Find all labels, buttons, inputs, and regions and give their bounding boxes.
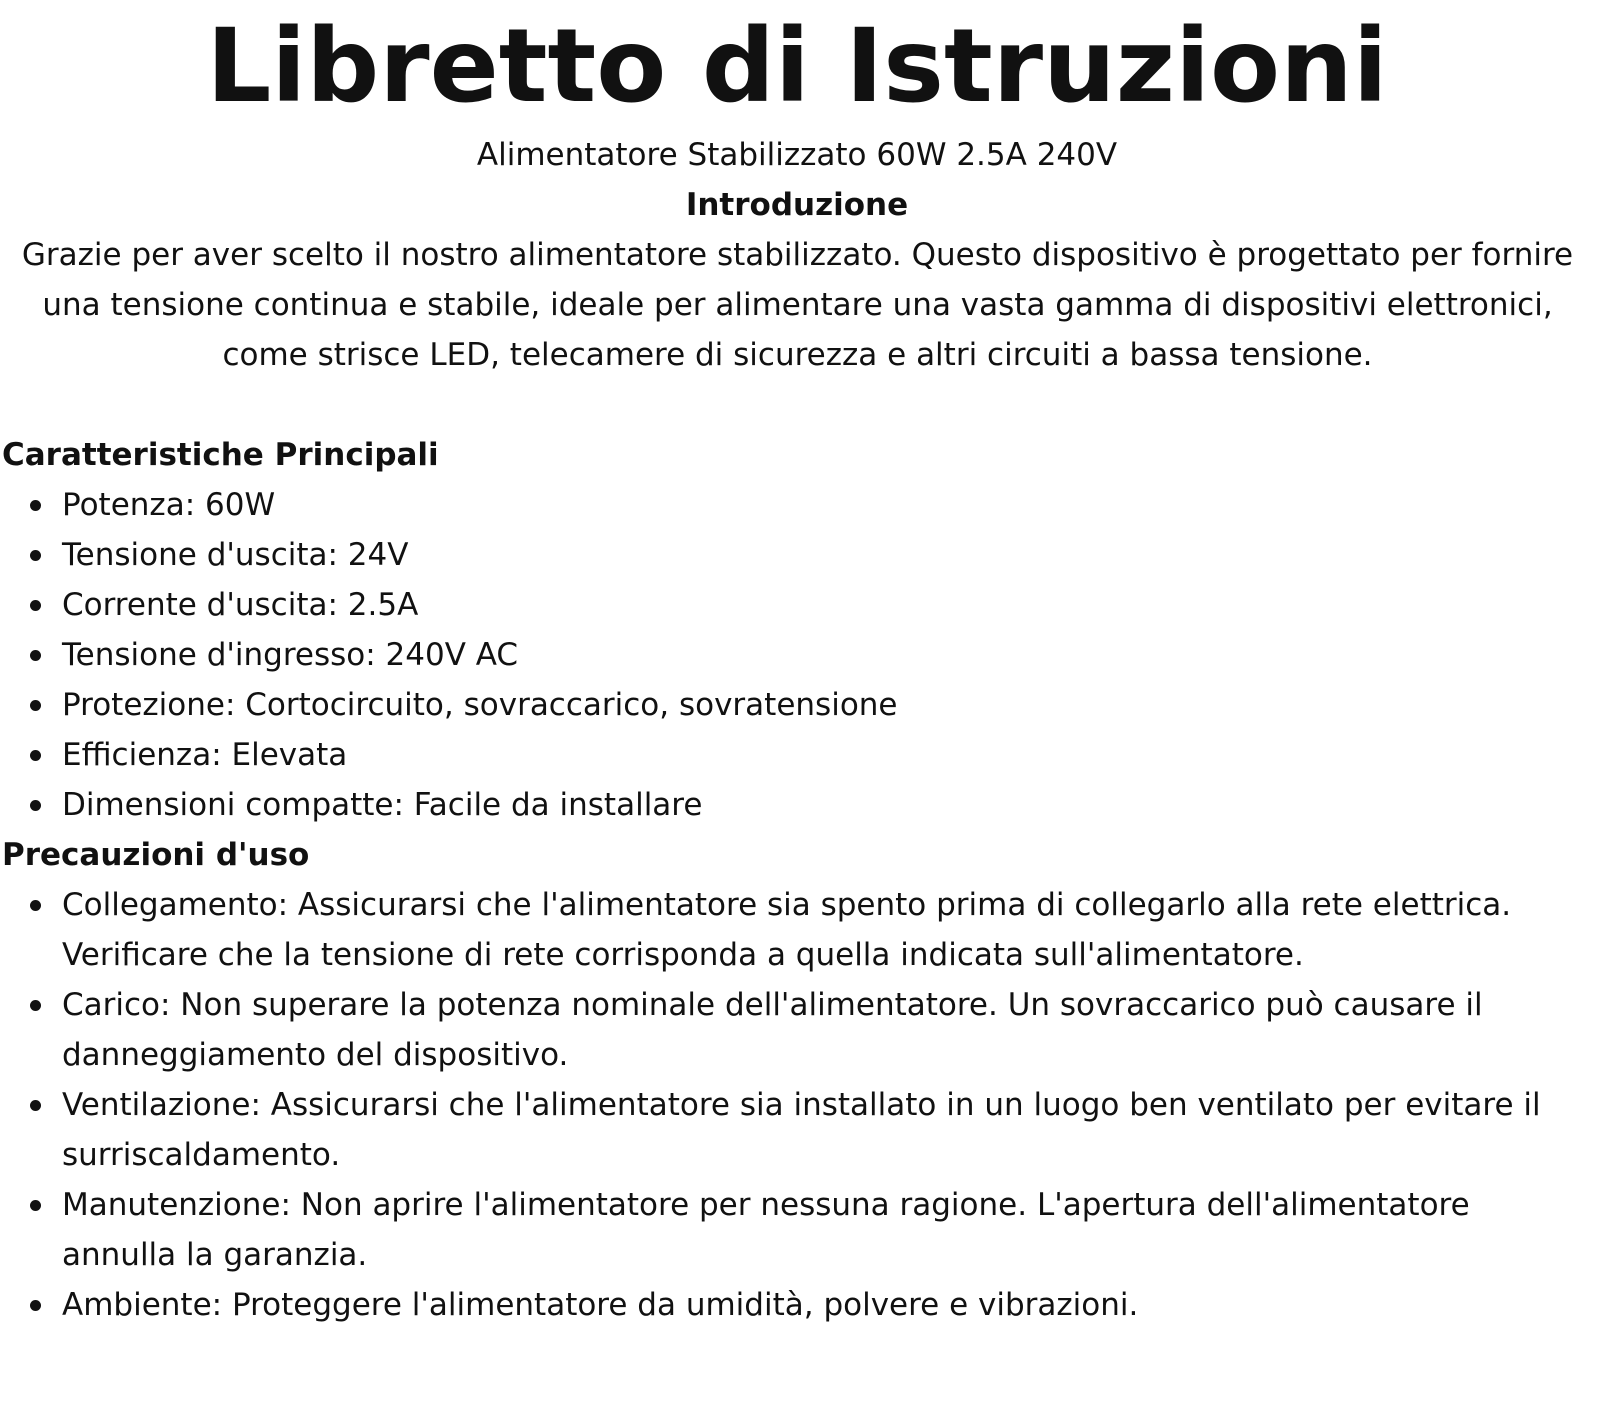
product-subtitle: Alimentatore Stabilizzato 60W 2.5A 240V — [476, 137, 1118, 173]
precautions-list — [0, 880, 1594, 1330]
list-item-text: Efficienza: Elevata — [62, 737, 348, 773]
list-item-text: Tensione d'uscita: 24V — [62, 537, 409, 573]
list-item — [0, 1080, 1594, 1180]
list-item-text: Manutenzione: Non aprire l'alimentatore per nessuna ragione. L'apertura dell'alimentatore annulla la garanzia. — [62, 1187, 1470, 1273]
list-item — [0, 530, 1594, 580]
list-item-text: Protezione: Cortocircuito, sovraccarico, sovratensione — [62, 687, 898, 723]
list-item — [0, 680, 1594, 730]
list-item — [0, 630, 1594, 680]
features-list — [0, 480, 1594, 830]
bullet-icon — [30, 1000, 41, 1011]
bullet-icon — [30, 700, 41, 711]
bullet-icon — [30, 550, 41, 561]
list-item-text: Collegamento: Assicurarsi che l'alimentatore sia spento prima di collegarlo alla rete elettrica. Verificare che la tensione di rete corrisponda a quella indicata sull'alimentatore. — [62, 887, 1512, 973]
list-item — [0, 1280, 1594, 1330]
list-item — [0, 730, 1594, 780]
list-item — [0, 880, 1594, 980]
list-item — [0, 980, 1594, 1080]
bullet-icon — [30, 1100, 41, 1111]
bullet-icon — [30, 750, 41, 761]
list-item — [0, 480, 1594, 530]
features-heading: Caratteristiche Principali — [2, 437, 439, 473]
list-item — [0, 1180, 1594, 1280]
list-item-text: Ambiente: Proteggere l'alimentatore da umidità, polvere e vibrazioni. — [62, 1287, 1139, 1323]
bullet-icon — [30, 650, 41, 661]
features-section — [0, 430, 1594, 830]
list-item-text: Tensione d'ingresso: 240V AC — [62, 637, 519, 673]
precautions-heading: Precauzioni d'uso — [2, 837, 310, 873]
intro-text: Grazie per aver scelto il nostro alimentatore stabilizzato. Questo dispositivo è progettato per fornire una tensione continua e stabile, ideale per alimentare una vasta gamma di dispositivi elettronici, come strisce LED, telecamere di sicurezza e altri circuiti a bassa tensione. — [21, 237, 1574, 373]
bullet-icon — [30, 1300, 41, 1311]
list-item-text: Potenza: 60W — [62, 487, 276, 523]
list-item-text: Corrente d'uscita: 2.5A — [62, 587, 419, 623]
bullet-icon — [30, 900, 41, 911]
list-item-text: Carico: Non superare la potenza nominale dell'alimentatore. Un sovraccarico può causare il danneggiamento del dispositivo. — [62, 987, 1483, 1073]
instruction-page — [0, 4, 1600, 1404]
list-item-text: Dimensioni compatte: Facile da installare — [62, 787, 703, 823]
list-item — [0, 780, 1594, 830]
bullet-icon — [30, 500, 41, 511]
bullet-icon — [30, 600, 41, 611]
bullet-icon — [30, 800, 41, 811]
page-title: Libretto di Istruzioni — [206, 7, 1388, 126]
bullet-icon — [30, 1200, 41, 1211]
list-item-text: Ventilazione: Assicurarsi che l'alimentatore sia installato in un luogo ben ventilato per evitare il surriscaldamento. — [62, 1087, 1541, 1173]
section-spacer — [0, 380, 1594, 430]
intro-heading: Introduzione — [685, 187, 909, 223]
intro-section — [0, 180, 1594, 380]
precautions-section — [0, 830, 1594, 1330]
list-item — [0, 580, 1594, 630]
